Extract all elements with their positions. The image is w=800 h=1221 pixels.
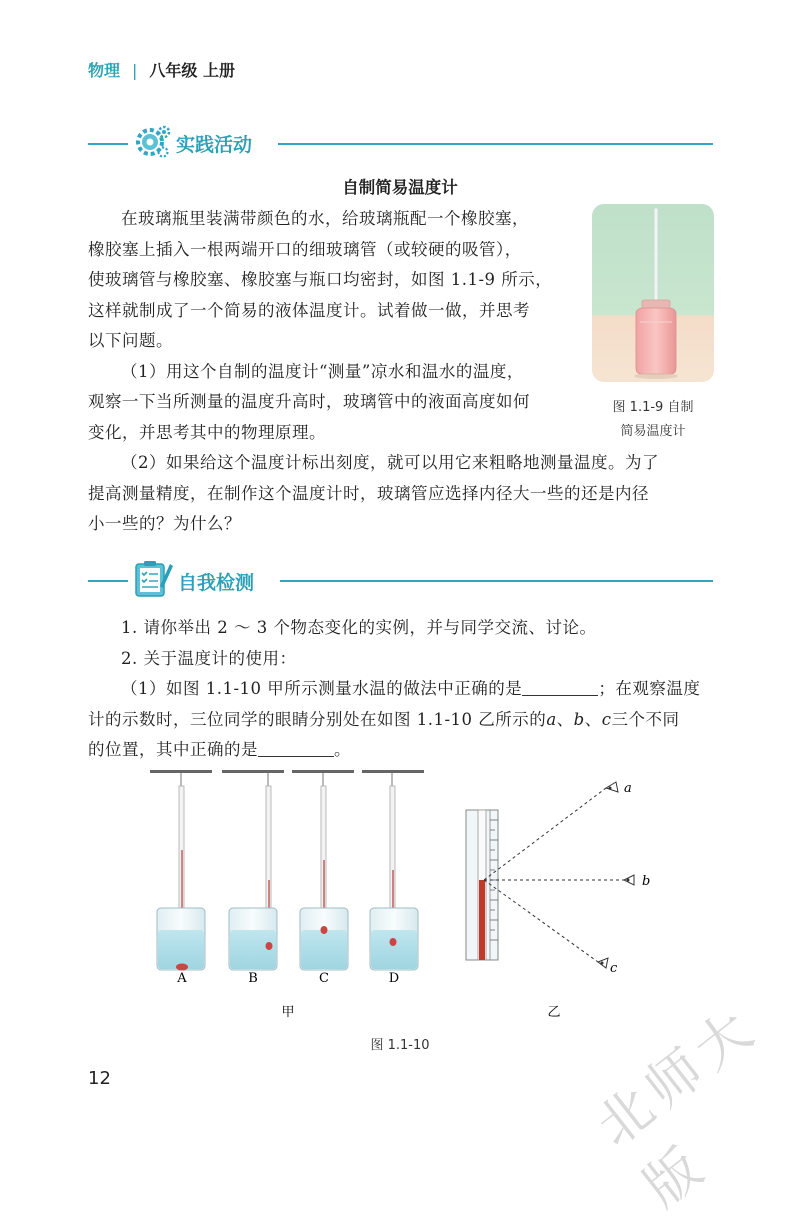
- section1-rule-right: [278, 143, 713, 145]
- caption-line: 图 1.1-9 自制: [612, 400, 694, 415]
- activity-title: 自制简易温度计: [342, 178, 458, 197]
- section2-rule-left: [88, 580, 128, 582]
- var-c: c: [601, 709, 612, 729]
- q2-1-text: 、: [584, 709, 602, 729]
- header-grade: 八年级 上册: [149, 61, 235, 80]
- running-header: [88, 58, 235, 81]
- eye-label-a: a: [624, 781, 632, 796]
- figure-1-1-10: [140, 760, 660, 1020]
- beaker-label-a: A: [177, 971, 187, 986]
- header-subject: 物理: [88, 61, 121, 80]
- body-line: 使玻璃管与橡胶塞、橡胶塞与瓶口均密封，如图 1.1-9 所示，: [88, 270, 553, 289]
- check-question-2-1: [88, 674, 728, 705]
- check-question-1: 1. 请你举出 2 ～ 3 个物态变化的实例，并与同学交流、讨论。: [121, 618, 597, 637]
- gear-icon: [130, 122, 174, 162]
- section2-title: 自我检测: [178, 572, 255, 594]
- beaker-label-d: D: [388, 971, 400, 986]
- check-question-line: [88, 705, 728, 736]
- homemade-thermometer-photo: [592, 204, 714, 382]
- caption-line: 简易温度计: [620, 424, 686, 439]
- q2-1-text: 、: [556, 709, 574, 729]
- body-line: 观察一下当所测量的温度升高时，玻璃管中的液面高度如何: [88, 392, 530, 411]
- section1-title: 实践活动: [176, 134, 253, 156]
- setup-d: [362, 770, 424, 970]
- eye-icon: [606, 782, 618, 792]
- checklist-icon: [130, 556, 174, 600]
- reading-diagram: [466, 781, 650, 976]
- q2-1-text: 计的示数时，三位同学的眼睛分别处在如图 1.1-10 乙所示的: [88, 709, 547, 729]
- header-separator: |: [132, 61, 138, 80]
- var-a: a: [546, 709, 557, 729]
- group-label-jia: 甲: [281, 1005, 295, 1020]
- q2-1-text: （1）如图 1.1-10 甲所示测量水温的做法中正确的是: [121, 679, 523, 698]
- figure-1-1-10-caption: 图 1.1-10: [370, 1038, 430, 1053]
- self-check-body: [88, 613, 728, 766]
- answer-blank-1: [522, 679, 598, 696]
- q2-1-text: ；在观察温度: [598, 679, 701, 698]
- beaker-label-c: C: [319, 971, 329, 986]
- question-1: （1）用这个自制的温度计“测量”凉水和温水的温度，: [121, 361, 524, 381]
- q2-1-text: 三个不同: [611, 709, 680, 729]
- beaker-label-b: B: [248, 971, 258, 986]
- body-line: 提高测量精度，在制作这个温度计时，玻璃管应选择内径大一些的还是内径: [88, 483, 649, 503]
- check-question-2: 2. 关于温度计的使用：: [121, 648, 297, 668]
- publisher-watermark: 北师大版: [584, 994, 771, 1219]
- body-line: 橡胶塞上插入一根两端开口的细玻璃管（或较硬的吸管），: [88, 239, 522, 259]
- figure-1-1-9-caption: [592, 396, 714, 444]
- group-label-yi: 乙: [547, 1005, 561, 1020]
- body-line: 在玻璃瓶里装满带颜色的水，给玻璃瓶配一个橡胶塞，: [121, 209, 529, 228]
- body-line: 小一些的？为什么？: [88, 514, 241, 533]
- setup-c: [292, 770, 354, 970]
- body-line: 变化，并思考其中的物理原理。: [88, 422, 326, 442]
- section2-rule-right: [280, 580, 713, 582]
- body-line: 以下问题。: [88, 331, 173, 350]
- var-b: b: [573, 709, 585, 729]
- page-number: 12: [88, 1068, 111, 1089]
- section1-rule-left: [88, 143, 128, 145]
- question-2: （2）如果给这个温度计标出刻度，就可以用它来粗略地测量温度。为了: [121, 453, 659, 472]
- setup-b: [222, 770, 284, 970]
- eye-label-c: c: [610, 961, 618, 976]
- eye-label-b: b: [642, 874, 651, 889]
- q2-1-text: 。: [334, 740, 351, 759]
- setup-a: [150, 770, 212, 971]
- activity-body: [88, 204, 593, 448]
- q2-1-text: 的位置，其中正确的是: [88, 740, 258, 759]
- answer-blank-2: [258, 740, 334, 757]
- question-2-block: [88, 448, 718, 540]
- body-line: 这样就制成了一个简易的液体温度计。试着做一做，并思考: [88, 300, 530, 320]
